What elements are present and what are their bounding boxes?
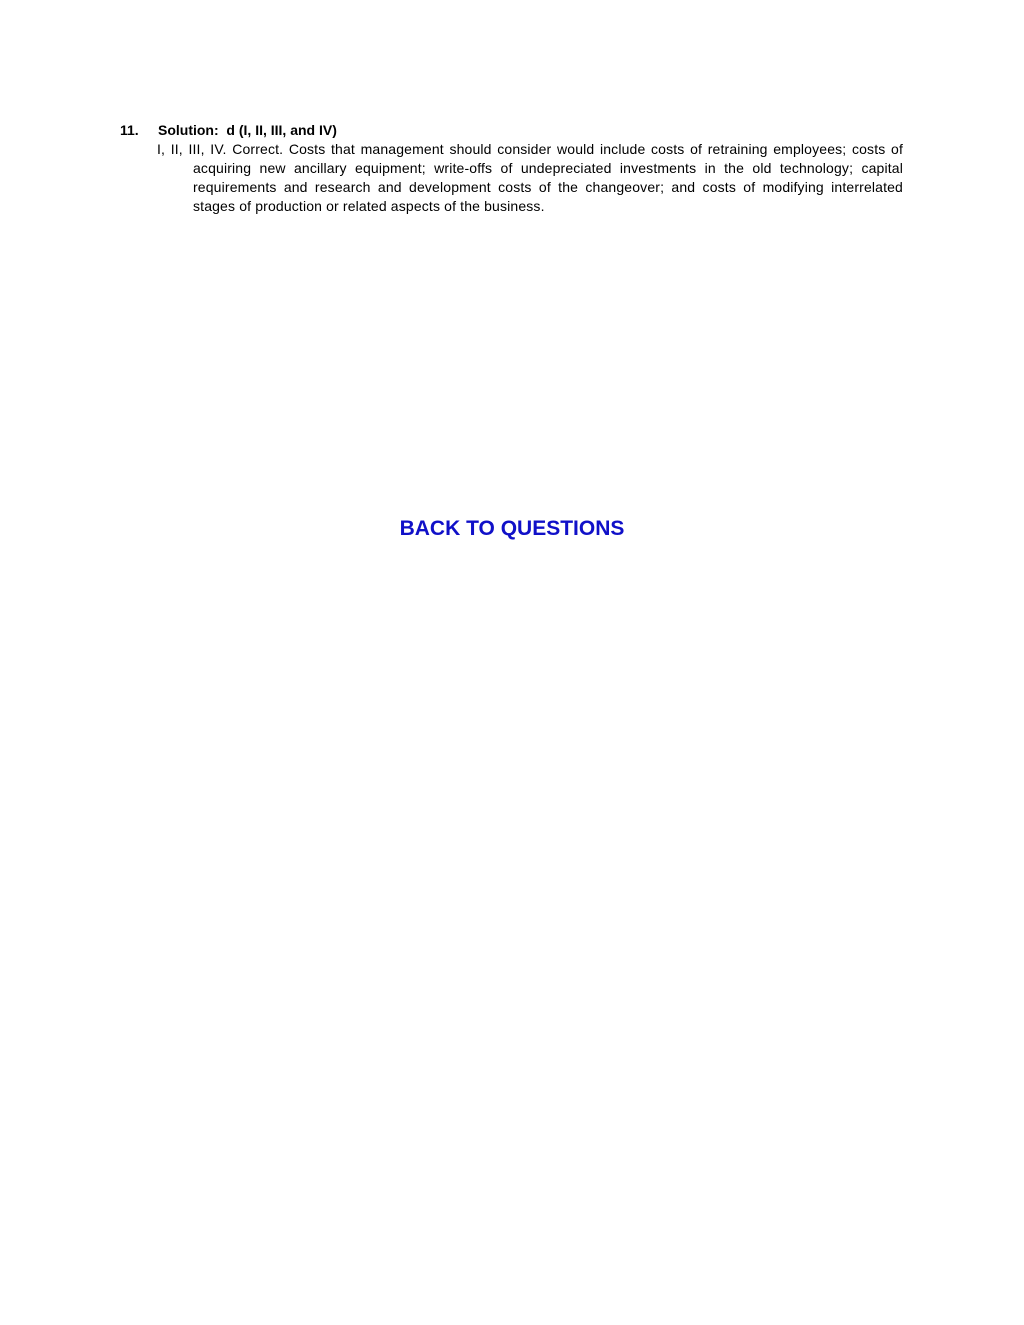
solution-answer: Solution: d (I, II, III, and IV) [158, 122, 337, 138]
back-to-questions-link[interactable]: BACK TO QUESTIONS [399, 517, 625, 540]
solution-number: 11. [120, 122, 139, 138]
solution-explanation: I, II, III, IV. Correct. Costs that management should consider would include costs of retraining employees; costs of acquiring new ancillary equipment; write-offs of undepreciated investments in the old technology; capital requirements and research and development costs of the changeover; and costs of modifying interrelated stages of production or related aspects of the business. [157, 141, 903, 214]
solution-heading [120, 121, 903, 140]
solution-block [120, 121, 903, 216]
